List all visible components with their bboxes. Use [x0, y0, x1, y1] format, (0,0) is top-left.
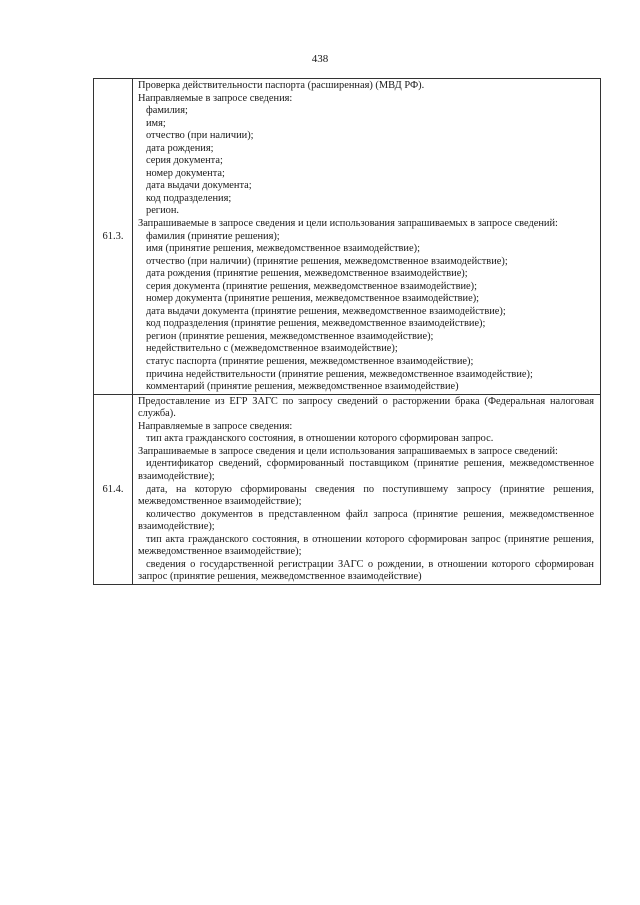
- list-item: серия документа;: [146, 155, 223, 167]
- list-item: тип акта гражданского состояния, в отношении которого сформирован запрос.: [146, 433, 494, 445]
- list-item: имя (принятие решения, межведомственное взаимодействие);: [146, 243, 420, 255]
- list-item: номер документа (принятие решения, межведомственное взаимодействие);: [146, 293, 480, 305]
- list-item: дата выдачи документа (принятие решения, межведомственное взаимодействие);: [146, 305, 506, 317]
- list-item: дата, на которую сформированы сведения по поступившему запросу (принятие решения, межведомственное взаимодействие);: [138, 483, 594, 508]
- list-item: дата выдачи документа;: [146, 180, 252, 192]
- list-item: регион.: [146, 205, 179, 217]
- row-number-cell: [94, 79, 133, 395]
- page-number: 438: [311, 53, 329, 65]
- list-item: причина недействительности (принятие решения, межведомственное взаимодействие);: [146, 368, 533, 380]
- list-item: количество документов в представленном файл запроса (принятие решения, межведомственное взаимодействие);: [138, 508, 594, 533]
- table-row: [94, 79, 601, 395]
- row-title: Предоставление из ЕГР ЗАГС по запросу сведений о расторжении брака (Федеральная налоговая служба).: [138, 395, 594, 420]
- row-number: 61.4.: [102, 483, 124, 495]
- list-item: отчество (при наличии);: [146, 130, 254, 142]
- list-item: статус паспорта (принятие решения, межведомственное взаимодействие);: [146, 356, 474, 368]
- row-content-cell: [133, 79, 601, 395]
- list-item: имя;: [146, 117, 166, 129]
- requested-heading: Запрашиваемые в запросе сведения и цели использования запрашиваемых в запросе сведений:: [138, 218, 558, 230]
- list-item: сведения о государственной регистрации ЗАГС о рождении, в отношении которого сформирован запрос (принятие решения, межведомственное взаимодействие): [138, 558, 594, 583]
- list-item: фамилия (принятие решения);: [146, 230, 280, 242]
- row-number: 61.3.: [102, 230, 124, 242]
- list-item: фамилия;: [146, 105, 188, 117]
- row-content-cell: [133, 394, 601, 584]
- services-table: [93, 78, 601, 585]
- list-item: тип акта гражданского состояния, в отношении которого сформирован запрос (принятие решения, межведомственное взаимодействие);: [138, 533, 594, 558]
- sent-heading: Направляемые в запросе сведения:: [138, 420, 293, 432]
- sent-heading: Направляемые в запросе сведения:: [138, 92, 293, 104]
- list-item: идентификатор сведений, сформированный поставщиком (принятие решения, межведомственное взаимодействие);: [138, 458, 594, 482]
- row-title: Проверка действительности паспорта (расширенная) (МВД РФ).: [138, 80, 425, 91]
- requested-heading: Запрашиваемые в запросе сведения и цели использования запрашиваемых в запросе сведений:: [138, 445, 558, 457]
- list-item: дата рождения (принятие решения, межведомственное взаимодействие);: [146, 268, 468, 280]
- list-item: регион (принятие решения, межведомственное взаимодействие);: [146, 330, 434, 342]
- list-item: дата рождения;: [146, 142, 214, 154]
- list-item: недействительно с (межведомственное взаимодействие);: [146, 343, 398, 355]
- list-item: комментарий (принятие решения, межведомственное взаимодействие): [146, 381, 459, 393]
- list-item: код подразделения (принятие решения, межведомственное взаимодействие);: [146, 318, 486, 330]
- list-item: код подразделения;: [146, 192, 232, 204]
- list-item: отчество (при наличии) (принятие решения, межведомственное взаимодействие);: [146, 255, 508, 267]
- list-item: серия документа (принятие решения, межведомственное взаимодействие);: [146, 280, 477, 292]
- row-number-cell: [94, 394, 133, 584]
- table-row: [94, 394, 601, 584]
- list-item: номер документа;: [146, 167, 225, 179]
